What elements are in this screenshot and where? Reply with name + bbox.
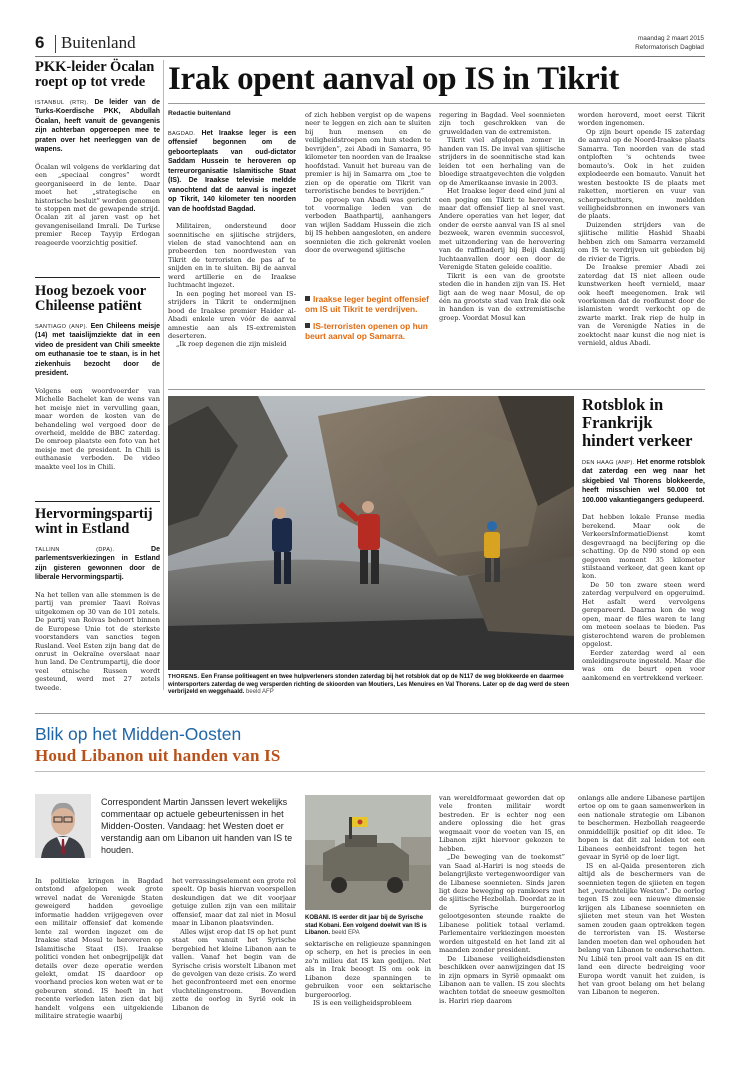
page-number: 6 [35, 33, 45, 52]
sidebar-rule-2 [35, 501, 160, 502]
masthead-rule [35, 56, 705, 57]
issue-date: maandag 2 maart 2015 [637, 35, 704, 42]
rockslide-image [168, 396, 574, 670]
sidebar-item-3 [35, 507, 160, 692]
headline-rule [168, 103, 705, 104]
column-col-5: onlangs alle andere Libanese partijen ertoe op om te gaan samenwerken in een nationale strategie om Libanon te beschermen. Hezbollah reageerde onmiddellijk positief op dit idee. Te hopen is dat dit zal leiden tot een Libanees eenheidsfront tegen het gevaar in Syrië op de loer ligt. IS en al-Qaida presenteren zich altijd als de beschermers van de soennieten tegen de sjiieten en tegen het „verachtelijke Westen”. De oorlog tegen IS zou een nieuwe dimensie krijgen als Libanese soennieten en sjiieten met steun van het Westen samen zouden gaan optrekken tegen de terroristen van IS. Westerse landen moeten dan wel ophouden het belang van Libanon te onderschatten. Nu Libië ten prooi valt aan IS en dit land een directe bedreiging voor Europa wordt vanuit het zuiden, is het van groot belang om het belang van Libanon te negeren. [578, 794, 705, 997]
author-avatar [35, 794, 91, 858]
column-intro: Correspondent Martin Janssen levert wekelijks commentaar op actuele gebeurtenissen in het Midden-Oosten. Vandaag: het Westen doet er verstandig aan om Libanon uit handen van IS te houden. [101, 797, 293, 855]
author-portrait [35, 794, 91, 858]
pull-quote-1: Iraakse leger begint offensief om IS uit Tikrit te verdrijven. [305, 294, 429, 314]
column-kicker: Blik op het Midden-Oosten [35, 724, 242, 744]
section-title: Buitenland [61, 33, 136, 52]
pull-quote-2: IS-terroristen openen op hun beurt aanval op Samarra. [305, 321, 428, 341]
kobani-photo [305, 795, 431, 910]
main-col-1: Redactie buitenland BAGDAD. Het Iraakse leger is een offensief begonnen om de geboorteplaats van oud-dictator Saddam Hussein te heroveren op terreurorganisatie Islamitische Staat (IS). De Iraakse televisie meldde vanochtend dat de aanval is ingezet op Tikrit, 140 kilometer ten noorden van de hoofdstad Bagdad. Militairen, ondersteund door soennitische en sjiitische strijders, vielen de stad vanochtend aan en probeerden ten noordwesten van Tikrit de terroristen de pas af te snijden en in te sluiten. Bij de aanval werd artillerie en de Iraakse luchtmacht ingezet. In een poging het moreel van IS-strijders in Tikrit te ondermijnen bood de Iraakse premier Haider al-Abadi enkele uren vóór de aanval amnestie aan als IS-extremisten deserteren. „Ik roep degenen die zijn misleid [168, 110, 296, 349]
masthead-divider [55, 35, 56, 53]
sidebar-divider [163, 60, 164, 690]
main-headline: Irak opent aanval op IS in Tikrit [168, 61, 620, 97]
rock-story: Rotsblok in Frankrijk hindert verkeer DEN HAAG (ANP). Het enorme rotsblok dat zaterdag een weg naar het skigebied Val Thorens blokkeerde, heeft misschien wel 50.000 tot 100.000 vakantiegangers gedupeerd. Dat hebben lokale Franse media berekend. Maar ook de VerkeersInformatieDienst komt desgevraagd na becijfering op die schatting. Op de N90 stond op een gegeven moment 35 kilometer stilstaand verkeer, dat geen kant op kon. De 50 ton zware steen werd zaterdag verpulverd en opgeruimd. Het asfalt werd vervolgens gerepareerd. Daarna kon de weg open, maar de files waren te lang om meteen soelaas te bieden. Pas gisterochtend waren de problemen opgelost. Eerder zaterdag werd al een omleidingsroute ingesteld. Maar die was om de beurt open voor aankomend en vertrekkend verkeer. [582, 395, 705, 682]
quote-bullet-icon [305, 323, 310, 328]
kobani-caption: KOBANI. IS eerder dit jaar bij de Syrische stad Kobani. Een volgend doelwit van IS is Libanon. beeld EPA [305, 915, 427, 937]
sidebar [35, 60, 160, 247]
main-col-2: of zich hebben vergist op de wapens neer te leggen en zich aan te sluiten bij hun mensen en de veiligheidstroepen om hun steden te bevrijden”, zei Abadi in Samarra, 95 kilometer ten noorden van de Iraakse hoofdstad. Vanuit het bureau van de premier is hij in Samarra om „toe te zien op de operatie om Tikrit van terroristische bendes te bevrijden.” De oproep van Abadi was gericht tot voormalige leden van de verboden Baathpartij, aanhangers van wijlen Saddam Hussein die zich bij IS hebben aangesloten, en andere soennieten die zich gekrenkt voelen door de overwegend sjiitische [305, 111, 431, 255]
column-headline: Houd Libanon uit handen van IS [35, 746, 281, 765]
column-col-2: het verrassingselement een grote rol speelt. Op basis hiervan voorspellen deskundigen dat we dit voorjaar getuige zullen zijn van een militair offensief, maar dat zal niet in Mosul maar in Libanon plaatsvinden. Alles wijst erop dat IS op het punt staat om vanuit het Syrische bergebied het kleine Libanon aan te vallen. Vanaf het begin van de Syrische crisis worstelt Libanon met de gevolgen van deze crisis. Zo werd het geconfronteerd met een enorme vluchtelingenstroom. Bovendien zette de oorlog in Syrië ook in Libanon de [172, 877, 296, 1012]
publication-name: Reformatorisch Dagblad [635, 44, 704, 51]
column-col-3: sektarische en religieuze spanningen op scherp, en het is precies in een zo'n milieu dat IS kan gedijen. Net als in Irak beoogt IS om ook in Libanon deze spanningen te gebruiken voor een sektarische burgeroorlog. IS is een veiligheidsprobleem [305, 940, 431, 1008]
sidebar-rule-1 [35, 277, 160, 278]
kobani-image [305, 795, 431, 910]
column-col-4: van wereldformaat geworden dat op vele fronten militair wordt bestreden. Er is echter nog een andere oplossing die het gras wegmaait voor de voeten van IS, en Libanon zijkt hiervoor gekozen te hebben. „De beweging van de toekomst” van Saad al-Hariri is nog steeds de belangrijkste vertegenwoordiger van de Libanese soennieten. Sinds jaren ligt deze beweging op ramkoers met de sjiitische Hezbollah. Doordat ze in de Syrische burgeroorlog gelootgesonten steunde raakte de Libanese politiek totaal verlamd. Parlementaire verkiezingen moesten worden uitgesteld en het land zit al maanden zonder president. De Libanese veiligheidsdiensten beschikken over aanwijzingen dat IS in zijn opmars in Syrië opmaakt om Libanon aan te vallen. IS zou slechts wachten totdat de sneeuw gesmolten is. Hariri riep daarom [439, 794, 565, 1005]
main-col-4: worden heroverd, moet eerst Tikrit worden ingenomen. Op zijn beurt opende IS zaterdag de aanval op de Noord-Iraakse plaats Samarra. Ten noorden van de stad ontploften 's ochtends twee bomauto's. Ook in het zuiden explodeerde een bomauto. Vanuit het westen bestookte IS de plaats met raketten, mortieren en vuur van scherpschutters, meldden veiligheidsbronnen en inwoners van de plaats. Duizenden strijders van de sjiitische militie Hashid Shaabi hebben zich om Samarra verzameld om IS te verdrijven uit gebieden bij de rivier de Tigris. De Iraakse premier Abadi zei zaterdag dat IS niet alleen oude kunstwerken heeft vernield, maar ook heeft meegenomen. Irak wil voorkomen dat de roofkunst door de islamisten wordt verkocht op de zwarte markt. Irak riep de hulp in van de Verenigde Naties in de zoektocht naar kunst die nog niet is vernield, aldus Abadi. [578, 111, 705, 348]
pull-quotes [305, 295, 431, 341]
photo-caption: THORENS. Een Franse politieagent en twee hulpverleners stonden zaterdag bij het rotsblok dat op de N117 de weg blokkeerde en daarmee wintersporters zaterdag de weg versperden richting de skioorden van Moutiers, Les Menuires en Val Thorens. Later op de dag werd de steen verbrijzeld en weggehaald. beeld AFP [168, 674, 570, 696]
quote-bullet-icon [305, 296, 310, 301]
rockslide-photo [168, 396, 574, 670]
sidebar-article-2: SANTIAGO (ANP). Een Chileens meisje (14) met taaislijmziekte dat in een video de president van Chili smeekte om euthanasie toe te staan, is in het ziekenhuis bezocht door de president. Volgens een woordvoerder van Michelle Bachelet kan de wens van het meisje niet in vervulling gaan, maar worden de kosten van de behandeling wel vergoed door de overheid, meldde de BBC zaterdag. De omroep plaatste een foto van het meisje met de president. In Chili is euthanasie verboden. De video maakte veel los in Chili. [35, 323, 160, 471]
sidebar-headline-3: Hervormingspartij wint in Estland [35, 506, 153, 537]
sidebar-headline-2: Hoog bezoek voor Chileense patiënt [35, 283, 146, 314]
rock-headline: Rotsblok in Frankrijk hindert verkeer [582, 395, 693, 450]
sidebar-headline-1: PKK-leider Öcalan roept op tot vrede [35, 59, 155, 90]
column-top-rule [35, 713, 705, 714]
column-col-1: In politieke kringen in Bagdad ontstond afgelopen week grote wrevel nadat de Verenigde Staten geweigerd hadden gevoelige informatie hadden vrijgegeven over een militair offensief dat komende lente zal worden ingezet om de Iraakse stad Mosul te heroveren op Islamitische Staat (IS). Iraakse politici vonden het onbegrijpelijk dat details over deze operatie werden gelekt, omdat IS daardoor op voorhand precies kon weten wat er te gebeuren stond. IS heeft in het recente verleden laten zien dat bij handelt volgens een uitgekiende militaire strategie waarbij [35, 877, 163, 1021]
main-col-3: regering in Bagdad. Veel soennieten zijn toch geschrokken van de gruweldaden van de extremisten. Tikrit viel afgelopen zomer in handen van IS. De inval van sjiitische strijders in de soennitische stad kan leiden tot een herhaling van de bloedige straatgevechten die volgden op de Amerikaanse invasie in 2003. Het Iraakse leger deed eind juni al een poging om Tikrit te heroveren, maar dat offensief liep al snel vast. Andere operaties van het leger, dat onder de eerste aanval van IS al snel bezweek, waren evenmin succesvol, met uitzondering van de herovering van de raffinaderij bij Beiji dankzij luchtaanvallen door een door de Verenigde Staten geleide coalitie. Tikrit is een van de grootste steden die in handen zijn van IS. Het ligt aan de weg naar Mosul, de op één na grootste stad van Irak die ook in handen is van de extremistische groep. Voordat Mosul kan [439, 111, 565, 322]
sidebar-article-1: ISTANBUL (RTR). De leider van de Turks-Koerdische PKK, Abdullah Öcalan, heeft vanuit de gevangenis zijn achterban opgeroepen mee te praten over het neerleggen van de wapens. Öcalan wil volgens de verklaring dat een „speciaal congres” wordt georganiseerd in de lente. Daar moet het „strategische en historische besluit” worden genomen te stoppen met de gewapende strijd. Öcalan zit al jaren vast op het gevangeniseiland Imrali. De Turkse premier Recep Tayyip Erdogan reageerde voorzichtig positief. [35, 99, 161, 247]
sidebar-item-2 [35, 284, 160, 471]
photo-top-rule [168, 389, 705, 390]
column-head-rule [35, 771, 705, 772]
sidebar-article-3: TALLINN (DPA). De parlementsverkiezingen in Estland zijn gisteren gewonnen door de liberale Hervormingspartij. Na het tellen van alle stemmen is de partij van premier Taavi Roivas uitgekomen op 30 van de 101 zetels. De partij van Roivas behoort binnen de Europese Unie tot de sterkste voorstanders van sancties tegen Rusland. Veel Esten zijn bang dat de onrust in Oekraïne overslaat naar hun land. De Centrumpartij, die door veel etnische Russen wordt gesteund, werd met 27 zetels tweede. [35, 546, 160, 692]
byline: Redactie buitenland [168, 110, 231, 117]
